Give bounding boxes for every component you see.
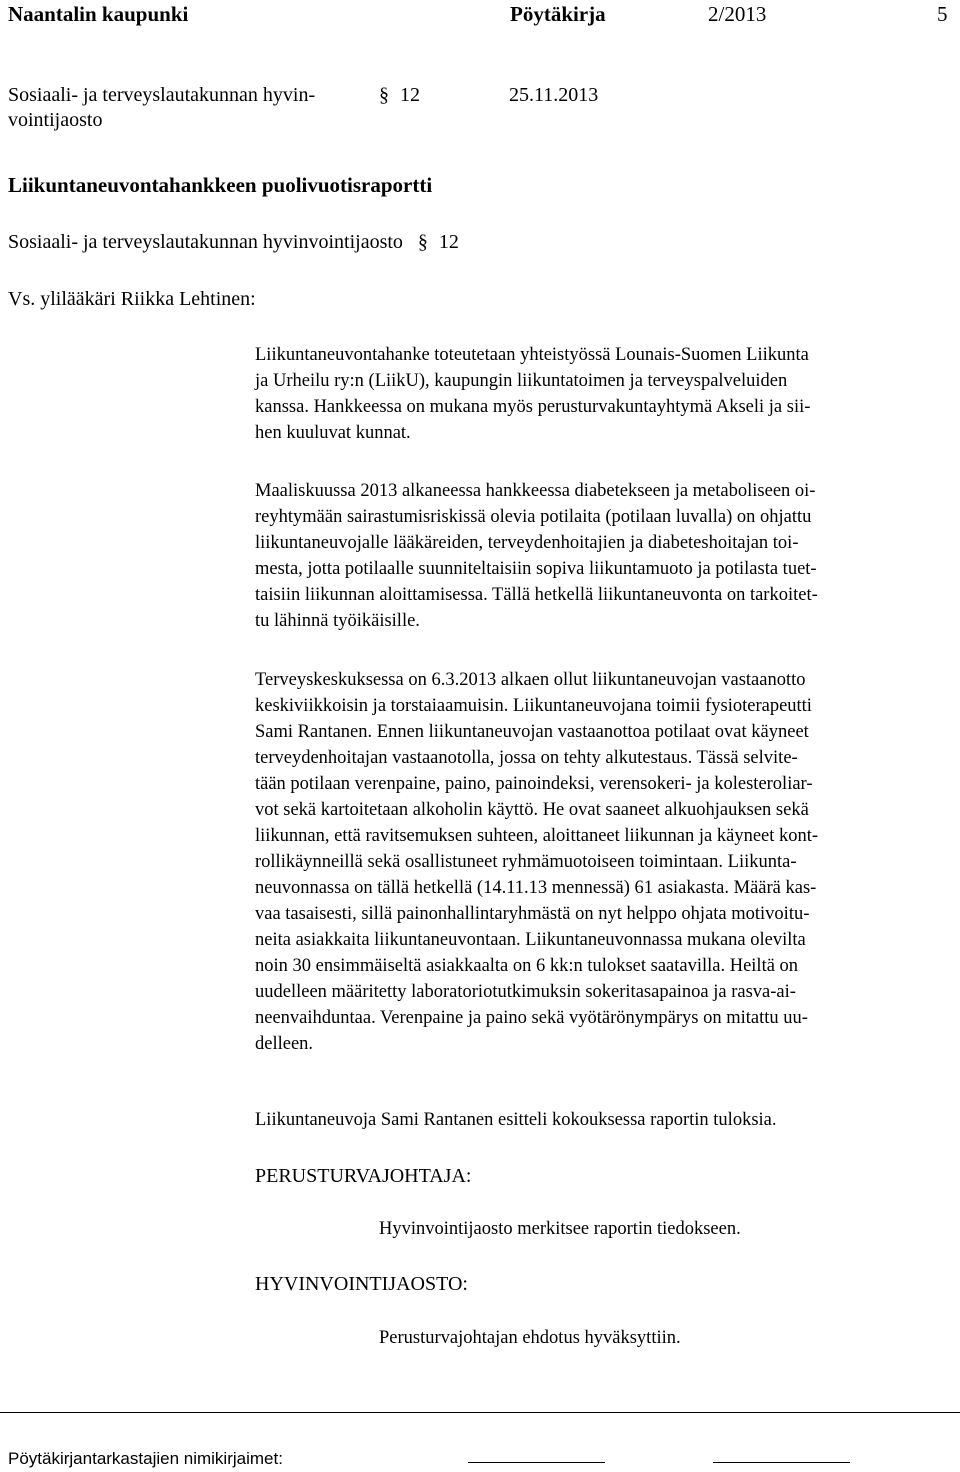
paragraph-line: neenvaihduntaa. Verenpaine ja paino sekä vyötärönympärys on mitattu uu- <box>255 1008 808 1028</box>
paragraph-2 <box>255 478 818 634</box>
paragraph-line: taisiin liikunnan aloittamisessa. Tällä hetkellä liikuntaneuvonta on tarkoitet- <box>255 585 818 605</box>
paragraph-line: Maaliskuussa 2013 alkaneessa hankkeessa diabetekseen ja metaboliseen oi- <box>255 481 816 501</box>
presenter: Vs. ylilääkäri Riikka Lehtinen: <box>8 288 256 310</box>
committee-name-line-2: vointijaosto <box>8 109 103 131</box>
section-number: 12 <box>400 84 420 106</box>
document-number: 2/2013 <box>708 2 767 26</box>
paragraph-line: ja Urheilu ry:n (LiikU), kaupungin liikuntatoimen ja terveyspalveluiden <box>255 371 788 391</box>
paragraph-line: tään potilaan verenpaine, paino, painoindeksi, verensokeri- ja kolesteroliar- <box>255 774 813 794</box>
committee-name-line-1: Sosiaali- ja terveyslautakunnan hyvin- <box>8 84 316 106</box>
paragraph-line: terveydenhoitajan vastaanotolla, jossa on tehty alkutestaus. Tässä selvite- <box>255 748 798 768</box>
paragraph-line: vot sekä kartoitetaan alkoholin käyttö. He ovat saaneet alkuohjauksen sekä <box>255 800 809 820</box>
footer-divider <box>0 1412 960 1413</box>
section-sign: § <box>379 84 389 106</box>
paragraph-line: kanssa. Hankkeessa on mukana myös perusturvakuntayhtymä Akseli ja sii- <box>255 397 811 417</box>
paragraph-line: uudelleen määritetty laboratoriotutkimuksin sokeritasapainoa ja rasva-ai- <box>255 982 796 1002</box>
proposal-text: Hyvinvointijaosto merkitsee raportin tiedokseen. <box>379 1219 741 1239</box>
paragraph-line: neuvonnassa on tällä hetkellä (14.11.13 mennessä) 61 asiakasta. Määrä kas- <box>255 878 817 898</box>
signature-line-2 <box>713 1462 850 1463</box>
page-number: 5 <box>937 2 948 26</box>
paragraph-line: mesta, jotta potilaalle suunniteltaisiin sopiva liikuntamuoto ja potilasta tuet- <box>255 559 817 579</box>
paragraph-line: keskiviikkoisin ja torstaiaamuisin. Liikuntaneuvojana toimii fysioterapeutti <box>255 696 812 716</box>
organization-name: Naantalin kaupunki <box>8 2 189 26</box>
decision-heading: HYVINVOINTIJAOSTO: <box>255 1273 468 1295</box>
proposal-heading: PERUSTURVAJOHTAJA: <box>255 1165 472 1187</box>
footer-label: Pöytäkirjantarkastajien nimikirjaimet: <box>8 1449 283 1468</box>
paragraph-line: hen kuuluvat kunnat. <box>255 423 411 443</box>
reference-line <box>8 229 459 255</box>
paragraph-line: neita asiakkaita liikuntaneuvontaan. Liikuntaneuvonnassa mukana olevilta <box>255 930 806 950</box>
paragraph-line: reyhtymään sairastumisriskissä olevia potilaita (potilaan luvalla) on ohjattu <box>255 507 812 527</box>
paragraph-line: Liikuntaneuvoja Sami Rantanen esitteli kokouksessa raportin tuloksia. <box>255 1110 777 1130</box>
reference-committee: Sosiaali- ja terveyslautakunnan hyvinvointijaosto <box>8 231 403 253</box>
decision-text: Perusturvajohtajan ehdotus hyväksyttiin. <box>379 1328 681 1348</box>
paragraph-line: rollikäynneillä sekä osallistuneet ryhmämuotoiseen toimintaan. Liikunta- <box>255 852 797 872</box>
paragraph-line: delleen. <box>255 1034 314 1054</box>
paragraph-line: liikunnan, että ravitsemuksen suhteen, aloittaneet liikunnan ja käyneet kont- <box>255 826 819 846</box>
paragraph-line: Sami Rantanen. Ennen liikuntaneuvojan vastaanottoa potilaat ovat käyneet <box>255 722 809 742</box>
paragraph-4 <box>255 1107 777 1133</box>
paragraph-3 <box>255 667 818 1057</box>
document-type: Pöytäkirja <box>510 2 606 26</box>
paragraph-line: noin 30 ensimmäiseltä asiakkaalta on 6 kk:n tulokset saatavilla. Heiltä on <box>255 956 799 976</box>
page-title: Liikuntaneuvontahankkeen puolivuotisraportti <box>8 173 433 197</box>
reference-section-sign: § <box>417 231 428 253</box>
reference-section-number: 12 <box>438 231 459 253</box>
paragraph-line: liikuntaneuvojalle lääkäreiden, terveydenhoitajien ja diabeteshoitajan toi- <box>255 533 799 553</box>
paragraph-line: tu lähinnä työikäisille. <box>255 611 420 631</box>
paragraph-1 <box>255 342 810 446</box>
signature-line-1 <box>468 1462 605 1463</box>
paragraph-line: Liikuntaneuvontahanke toteutetaan yhteistyössä Lounais-Suomen Liikunta <box>255 345 809 365</box>
paragraph-line: vaa tasaisesti, sillä painonhallintaryhmästä on nyt helppo ohjata motivoitu- <box>255 904 810 924</box>
paragraph-line: Terveyskeskuksessa on 6.3.2013 alkaen ollut liikuntaneuvojan vastaanotto <box>255 670 806 690</box>
meeting-date: 25.11.2013 <box>509 84 599 106</box>
